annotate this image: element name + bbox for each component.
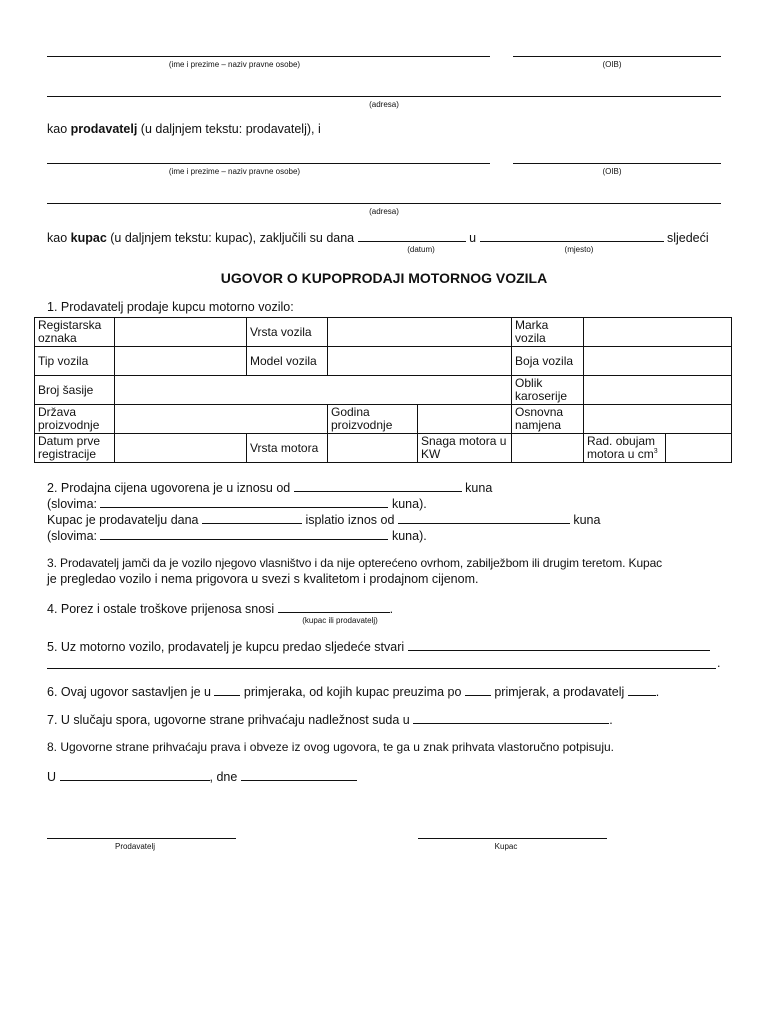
place-caption: (mjesto): [564, 245, 594, 254]
copies-buyer-field[interactable]: [465, 684, 491, 696]
buyer-address-line[interactable]: [47, 203, 721, 204]
contract-date-field[interactable]: [358, 230, 466, 242]
place-date-line: U , dne: [47, 769, 357, 785]
seller-name-caption: (ime i prezime – naziv pravne osobe): [168, 60, 301, 69]
handed-items-line-2[interactable]: [47, 668, 716, 669]
label-datum-prve-registracije: Datum prve registracije: [35, 434, 115, 463]
clause-8: 8. Ugovorne strane prihvaćaju prava i obveze iz ovog ugovora, te ga u znak prihvata vlastoručno potpisuju.: [47, 740, 614, 754]
payment-date-field[interactable]: [202, 512, 302, 524]
copies-seller-field[interactable]: [628, 684, 656, 696]
buyer-signature-caption: Kupac: [494, 842, 518, 851]
value-marka-vozila[interactable]: [584, 318, 732, 347]
label-snaga-motora: Snaga motora u KW: [418, 434, 512, 463]
document-title: UGOVOR O KUPOPRODAJI MOTORNOG VOZILA: [220, 270, 548, 286]
label-oblik-karoserije: Oblik karoserije: [512, 376, 584, 405]
clause-6: 6. Ovaj ugovor sastavljen je u primjeraka, od kojih kupac preuzima po primjerak, a prodavatelj .: [47, 685, 660, 699]
price-words-field[interactable]: [100, 496, 388, 508]
clause-2-line-2: (slovima: kuna).: [47, 497, 427, 511]
label-marka-vozila: Marka vozila: [512, 318, 584, 347]
buyer-oib-line[interactable]: [513, 163, 721, 164]
label-tip-vozila: Tip vozila: [35, 347, 115, 376]
seller-role-line: kao prodavatelj (u daljnjem tekstu: prodavatelj), i: [47, 122, 321, 136]
seller-signature-caption: Prodavatelj: [114, 842, 156, 851]
buyer-name-line[interactable]: [47, 163, 490, 164]
label-broj-sasije: Broj šasije: [35, 376, 115, 405]
clause-1: 1. Prodavatelj prodaje kupcu motorno vozilo:: [47, 300, 294, 314]
signing-place-field[interactable]: [60, 769, 210, 781]
value-datum-prve-registracije[interactable]: [115, 434, 247, 463]
buyer-oib-caption: (OIB): [602, 167, 622, 176]
clause-5-end-dot: .: [717, 656, 721, 670]
vehicle-details-table: [34, 317, 732, 463]
tax-payer-caption: (kupac ili prodavatelj): [302, 616, 378, 625]
value-tip-vozila[interactable]: [115, 347, 247, 376]
clause-2-line-3: Kupac je prodavatelju dana isplatio iznos od kuna: [47, 513, 601, 527]
value-vrsta-vozila[interactable]: [328, 318, 512, 347]
seller-address-caption: (adresa): [369, 100, 399, 109]
contract-place-field[interactable]: [480, 230, 664, 242]
buyer-signature-line[interactable]: [418, 838, 607, 839]
clause-4: 4. Porez i ostale troškove prijenosa snosi .: [47, 602, 394, 616]
handed-items-field[interactable]: [408, 639, 710, 651]
clause-3-line-1: 3. Prodavatelj jamči da je vozilo njegovo vlasništvo i da nije opterećeno ovrhom, zabilježbom ili drugim teretom. Kupac: [47, 556, 663, 570]
label-model-vozila: Model vozila: [247, 347, 328, 376]
clause-5: 5. Uz motorno vozilo, prodavatelj je kupcu predao sljedeće stvari: [47, 639, 710, 655]
label-godina-proizvodnje: Godina proizvodnje: [328, 405, 418, 434]
label-boja-vozila: Boja vozila: [512, 347, 584, 376]
label-osnovna-namjena: Osnovna namjena: [512, 405, 584, 434]
copies-total-field[interactable]: [214, 684, 240, 696]
buyer-address-caption: (adresa): [369, 207, 399, 216]
value-godina-proizvodnje[interactable]: [418, 405, 512, 434]
label-rad-obujam: Rad. obujam motora u $cm^3$: [584, 434, 666, 463]
label-registarska-oznaka: Registarska oznaka: [35, 318, 115, 347]
date-caption: (datum): [407, 245, 435, 254]
clause-2-line-4: (slovima: kuna).: [47, 529, 427, 543]
value-snaga-motora[interactable]: [512, 434, 584, 463]
label-drzava-proizvodnje: Država proizvodnje: [35, 405, 115, 434]
clause-3-line-2: je pregledao vozilo i nema prigovora u svezi s kvalitetom i prodajnom cijenom.: [47, 572, 479, 586]
clause-2-line-1: 2. Prodajna cijena ugovorena je u iznosu od kuna: [47, 481, 493, 495]
seller-oib-line[interactable]: [513, 56, 721, 57]
value-boja-vozila[interactable]: [584, 347, 732, 376]
label-vrsta-vozila: Vrsta vozila: [247, 318, 328, 347]
label-vrsta-motora: Vrsta motora: [247, 434, 328, 463]
value-rad-obujam[interactable]: [666, 434, 732, 463]
value-vrsta-motora[interactable]: [328, 434, 418, 463]
value-model-vozila[interactable]: [328, 347, 512, 376]
value-registarska-oznaka[interactable]: [115, 318, 247, 347]
value-oblik-karoserije[interactable]: [584, 376, 732, 405]
tax-payer-field[interactable]: [278, 601, 390, 613]
value-osnovna-namjena[interactable]: [584, 405, 732, 434]
seller-oib-caption: (OIB): [602, 60, 622, 69]
paid-amount-field[interactable]: [398, 512, 570, 524]
buyer-role-line: kao kupac (u daljnjem tekstu: kupac), zaključili su dana u sljedeći: [47, 231, 709, 245]
signing-date-field[interactable]: [241, 769, 357, 781]
paid-words-field[interactable]: [100, 528, 388, 540]
buyer-name-caption: (ime i prezime – naziv pravne osobe): [168, 167, 301, 176]
seller-signature-line[interactable]: [47, 838, 236, 839]
value-drzava-proizvodnje[interactable]: [115, 405, 328, 434]
court-field[interactable]: [413, 712, 609, 724]
value-broj-sasije[interactable]: [115, 376, 512, 405]
seller-address-line[interactable]: [47, 96, 721, 97]
clause-7: 7. U slučaju spora, ugovorne strane prihvaćaju nadležnost suda u .: [47, 713, 613, 727]
price-amount-field[interactable]: [294, 480, 462, 492]
seller-name-line[interactable]: [47, 56, 490, 57]
